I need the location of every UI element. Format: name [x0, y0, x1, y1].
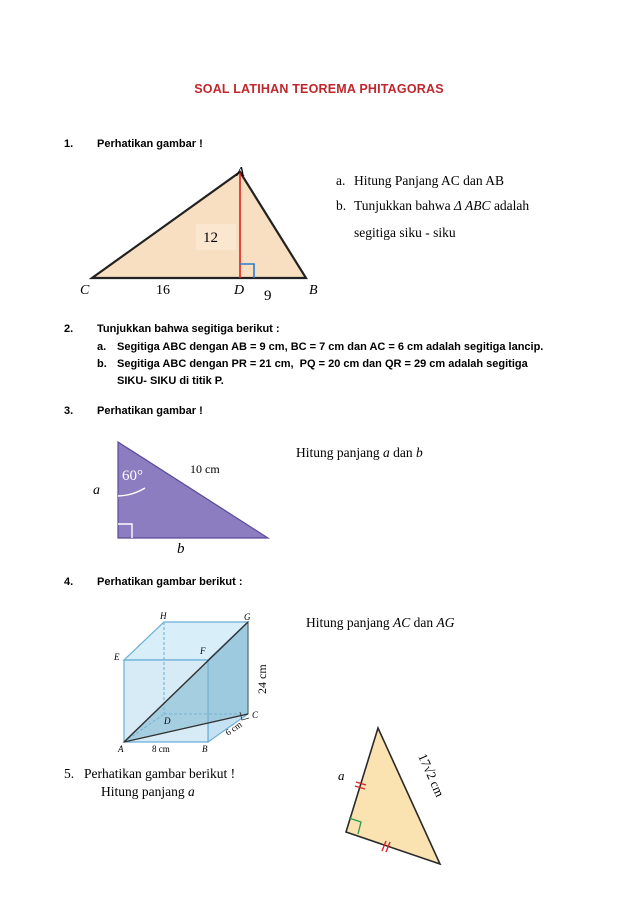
q2-text: Tunjukkan bahwa segitiga berikut : [97, 323, 280, 335]
q1-vertex-A: A [236, 165, 245, 180]
q3-text: Perhatikan gambar ! [97, 405, 203, 417]
q1b-label: b. [336, 198, 347, 213]
q1-length-AD: 12 [203, 230, 218, 246]
q4-text: Perhatikan gambar berikut : [97, 576, 243, 588]
q4-vertex-D: D [164, 716, 171, 726]
q1b-text-pre: Tunjukkan bahwa [354, 198, 454, 213]
q3-task-pre: Hitung panjang [296, 445, 383, 460]
q4-task-mid: dan [410, 615, 437, 630]
q5-triangle-figure [320, 720, 470, 870]
q1-length-CD: 16 [156, 283, 170, 298]
q4-vertex-A: A [118, 744, 124, 754]
q1-length-DB: 9 [264, 288, 272, 304]
q1-vertex-B: B [309, 283, 318, 298]
q1-text: Perhatikan gambar ! [97, 138, 203, 150]
q2b-text-line2: SIKU- SIKU di titik P. [117, 375, 224, 387]
q4-cuboid-figure [108, 608, 278, 758]
q5-side-a-label: a [338, 768, 345, 783]
q3-angle-label: 60° [122, 468, 143, 484]
q1b-text-post: adalah [490, 198, 530, 213]
q5-text: Perhatikan gambar berikut ! [84, 766, 236, 781]
q4-vertex-F: F [200, 646, 206, 656]
q1-vertex-C: C [80, 283, 90, 298]
q3-side-b-label: b [177, 541, 185, 557]
q1a-label: a. [336, 173, 346, 188]
q5-triangle [346, 728, 440, 864]
q4-task-ag: AG [436, 615, 455, 630]
q4-length-AB: 8 cm [152, 744, 170, 754]
q1-number: 1. [64, 138, 74, 150]
q2a-label: a. [97, 341, 107, 353]
q4-number: 4. [64, 576, 74, 588]
q5-task-a: a [188, 784, 195, 799]
q5-hyp-label: 17√2 cm [415, 751, 448, 800]
q1b-text [354, 198, 529, 214]
q3-triangle-figure [85, 436, 285, 558]
q1-vertex-D: D [234, 283, 245, 298]
q3-hyp-label: 10 cm [190, 462, 220, 476]
q4-task [306, 615, 455, 631]
q5-task [101, 784, 195, 800]
q3-task [296, 445, 423, 461]
q1a-text: Hitung Panjang AC dan AB [354, 173, 505, 188]
q2a-text: Segitiga ABC dengan AB = 9 cm, BC = 7 cm dan AC = 6 cm adalah segitiga lancip. [117, 341, 544, 353]
q3-task-a: a [383, 445, 390, 460]
q4-vertex-G: G [244, 612, 251, 622]
q5-task-pre: Hitung panjang [101, 784, 188, 799]
q1b-math: Δ ABC [454, 198, 491, 213]
q4-vertex-C: C [252, 710, 259, 720]
q4-vertex-H: H [160, 611, 167, 621]
q1b-text-line2: segitiga siku - siku [354, 225, 456, 240]
q4-length-height: 24 cm [255, 664, 269, 694]
q4-task-pre: Hitung panjang [306, 615, 393, 630]
page-title: SOAL LATIHAN TEOREMA PHITAGORAS [194, 82, 444, 96]
q4-task-ac: AC [393, 615, 411, 630]
q2b-label: b. [97, 358, 107, 370]
q4-vertex-E: E [114, 652, 120, 662]
q5-number: 5. [64, 766, 75, 781]
q2-number: 2. [64, 323, 74, 335]
q3-side-a-label: a [93, 483, 100, 498]
q4-vertex-B: B [202, 744, 208, 754]
q3-task-mid: dan [389, 445, 416, 460]
q4-length-BC: 6 cm [223, 719, 244, 738]
q3-number: 3. [64, 405, 74, 417]
q3-task-b: b [416, 445, 423, 460]
q1-triangle-figure [78, 158, 328, 308]
q2b-text: Segitiga ABC dengan PR = 21 cm, PQ = 20 cm dan QR = 29 cm adalah segitiga [117, 358, 528, 370]
